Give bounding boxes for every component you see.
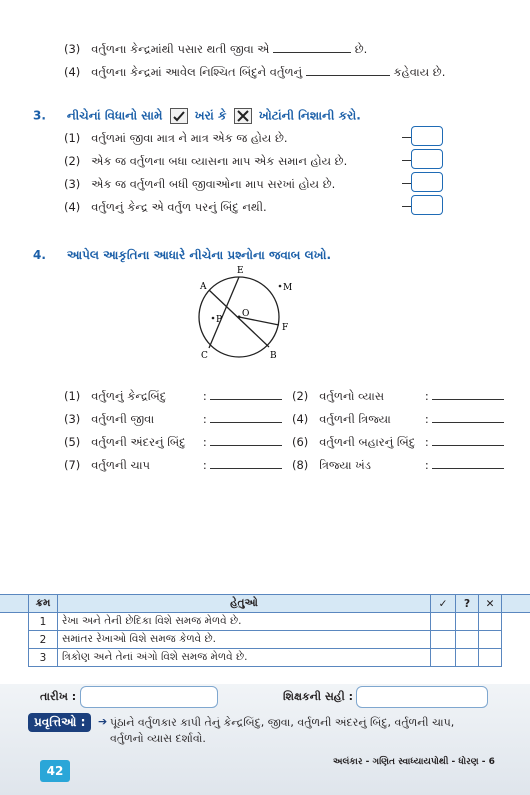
item-text-end: છે. xyxy=(354,42,368,56)
item-number: (4) xyxy=(292,412,309,426)
item-number: (1) xyxy=(64,389,81,403)
row-sr: 2 xyxy=(29,631,58,649)
answer-blank[interactable] xyxy=(432,435,504,446)
answer-blank[interactable] xyxy=(210,412,282,423)
item-text: વર્તુળનું કેન્દ્રબિંદુ xyxy=(91,389,167,403)
arrow-icon: ➔ xyxy=(98,715,108,728)
answer-blank[interactable] xyxy=(210,435,282,446)
q4-item-4 xyxy=(292,412,504,427)
item-text: વર્તુળની ત્રિજ્યા xyxy=(319,412,391,426)
label-M: M xyxy=(283,283,293,293)
q3-number: 3. xyxy=(33,108,46,123)
answer-box[interactable] xyxy=(411,149,443,169)
cross-icon xyxy=(234,108,252,124)
answer-box[interactable] xyxy=(411,195,443,215)
top-item-4 xyxy=(64,65,445,80)
tick-cell[interactable] xyxy=(431,631,456,649)
item-colon: : xyxy=(202,389,207,403)
header-sr: ક્રમ xyxy=(29,595,58,613)
item-number: (6) xyxy=(292,435,309,449)
activity-text-line-1: પૂંઠાને વર્તુળકાર કાપી તેનું કેન્દ્રબિંદુ, જીવા, વર્તુળની અંદરનું બિંદુ, વર્તુળની ચાપ, xyxy=(110,716,455,729)
point-M xyxy=(279,285,282,288)
answer-blank[interactable] xyxy=(210,458,282,469)
answer-blank[interactable] xyxy=(273,42,351,53)
answer-blank[interactable] xyxy=(210,389,282,400)
item-number: (5) xyxy=(64,435,81,449)
q4-item-2 xyxy=(292,389,504,404)
answer-dash xyxy=(402,160,411,161)
date-label: તારીખ : xyxy=(40,690,77,703)
item-text: ત્રિજ્યા ખંડ xyxy=(319,458,371,472)
item-text: વર્તુળના કેન્દ્રમાં આવેલ નિશ્ચિત બિંદુને વર્તુળનું xyxy=(91,65,303,79)
cross-cell[interactable] xyxy=(479,649,502,667)
item-text: વર્તુળનું કેન્દ્ર એ વર્તુળ પરનું બિંદુ નથી. xyxy=(91,200,267,214)
question-cell[interactable] xyxy=(456,631,479,649)
q4-item-6 xyxy=(292,435,504,450)
tick-cell[interactable] xyxy=(431,613,456,631)
item-colon: : xyxy=(424,435,429,449)
question-cell[interactable] xyxy=(456,613,479,631)
row-text: ત્રિકોણ અને તેનાં અંગો વિશે સમજ મેળવે છે. xyxy=(58,649,431,667)
q3-item-3 xyxy=(64,177,335,192)
item-text: વર્તુળની જીવા xyxy=(91,412,155,426)
header-question: ? xyxy=(456,595,479,613)
item-text: વર્તુળના કેન્દ્રમાંથી પસાર થતી જીવા એ xyxy=(91,42,270,56)
teacher-signature-field[interactable] xyxy=(356,686,488,708)
label-E: E xyxy=(237,266,244,276)
blank-cell xyxy=(0,613,29,631)
q4-item-8 xyxy=(292,458,504,473)
q3-item-2 xyxy=(64,154,347,169)
teacher-signature-label: શિક્ષકની સહી : xyxy=(283,690,353,703)
page-number: 42 xyxy=(40,760,70,782)
item-number: (2) xyxy=(64,154,81,168)
answer-dash xyxy=(402,183,411,184)
row-sr: 3 xyxy=(29,649,58,667)
header-goals: હેતુઓ xyxy=(58,595,431,613)
item-colon: : xyxy=(424,389,429,403)
item-colon: : xyxy=(202,458,207,472)
item-text: એક જ વર્તુળના બધા વ્યાસના માપ એક સમાન હોય છે. xyxy=(91,154,348,168)
cross-cell[interactable] xyxy=(479,631,502,649)
q3-title-c: ખોટાંની નિશાની કરો. xyxy=(258,108,361,123)
item-text: એક જ વર્તુળની બધી જીવાઓના માપ સરખાં હોય છે. xyxy=(91,177,336,191)
item-number: (4) xyxy=(64,200,81,214)
circle-figure xyxy=(185,262,305,362)
header-tick: ✓ xyxy=(431,595,456,613)
activity-text-line-2: વર્તુળનો વ્યાસ દર્શાવો. xyxy=(110,732,206,745)
q4-item-1 xyxy=(64,389,282,404)
question-cell[interactable] xyxy=(456,649,479,667)
q4-item-5 xyxy=(64,435,282,450)
chord-EC xyxy=(209,277,239,348)
point-P xyxy=(212,317,215,320)
q3-title-a: નીચેનાં વિધાનો સામે xyxy=(66,108,163,123)
answer-dash xyxy=(402,206,411,207)
item-number: (7) xyxy=(64,458,81,472)
item-text-end: કહેવાય છે. xyxy=(393,65,446,79)
blank-cell xyxy=(502,631,530,649)
answer-blank[interactable] xyxy=(432,458,504,469)
q3-heading xyxy=(33,108,361,124)
blank-cell xyxy=(502,613,530,631)
item-number: (1) xyxy=(64,131,81,145)
q4-item-3 xyxy=(64,412,282,427)
answer-box[interactable] xyxy=(411,126,443,146)
answer-dash xyxy=(402,137,411,138)
answer-blank[interactable] xyxy=(306,65,390,76)
q4-heading xyxy=(33,248,331,263)
point-O xyxy=(238,316,241,319)
row-sr: 1 xyxy=(29,613,58,631)
table-row xyxy=(0,631,530,649)
blank-cell xyxy=(502,649,530,667)
item-number: (3) xyxy=(64,412,81,426)
item-number: (8) xyxy=(292,458,309,472)
item-colon: : xyxy=(202,412,207,426)
answer-blank[interactable] xyxy=(432,389,504,400)
label-F: F xyxy=(282,323,289,333)
table-row xyxy=(0,649,530,667)
q3-item-1 xyxy=(64,131,288,146)
book-title: અલંકાર - ગણિત સ્વાધ્યાયપોથી - ધોરણ - 6 xyxy=(333,757,495,767)
answer-blank[interactable] xyxy=(432,412,504,423)
blank-cell xyxy=(0,631,29,649)
q4-number: 4. xyxy=(33,248,46,262)
cross-cell[interactable] xyxy=(479,613,502,631)
item-number: (4) xyxy=(64,65,81,79)
q4-title: આપેલ આકૃતિના આધારે નીચેના પ્રશ્નોના જવાબ લખો. xyxy=(66,248,332,262)
item-text: વર્તુળની અંદરનું બિંદુ xyxy=(91,435,186,449)
q4-item-7 xyxy=(64,458,282,473)
blank-cell xyxy=(0,649,29,667)
q3-item-4 xyxy=(64,200,267,215)
item-text: વર્તુળની બહારનું બિંદુ xyxy=(319,435,416,449)
item-colon: : xyxy=(424,412,429,426)
activity-tag: પ્રવૃત્તિઓ : xyxy=(28,713,91,732)
item-colon: : xyxy=(424,458,429,472)
table-header-row xyxy=(0,595,530,613)
item-number: (3) xyxy=(64,42,81,56)
label-A: A xyxy=(200,282,207,292)
table-row xyxy=(0,613,530,631)
top-item-3 xyxy=(64,42,367,57)
item-number: (2) xyxy=(292,389,309,403)
item-text: વર્તુળની ચાપ xyxy=(91,458,151,472)
label-P: P xyxy=(216,315,223,325)
blank-cell xyxy=(502,595,530,613)
date-field[interactable] xyxy=(80,686,218,708)
header-cross: ✕ xyxy=(479,595,502,613)
q3-title-b: ખરાં કે xyxy=(194,108,227,123)
label-B: B xyxy=(270,351,277,361)
row-text: રેખા અને તેની છેદિકા વિશે સમજ મેળવે છે. xyxy=(58,613,431,631)
item-colon: : xyxy=(202,435,207,449)
blank-cell xyxy=(0,595,29,613)
objectives-table xyxy=(0,594,530,667)
item-text: વર્તુળનો વ્યાસ xyxy=(319,389,385,403)
label-O: O xyxy=(242,309,250,319)
row-text: સમાંતર રેખાઓ વિશે સમજ કેળવે છે. xyxy=(58,631,431,649)
item-number: (3) xyxy=(64,177,81,191)
tick-cell[interactable] xyxy=(431,649,456,667)
tick-icon xyxy=(170,108,188,124)
answer-box[interactable] xyxy=(411,172,443,192)
label-C: C xyxy=(201,351,208,361)
item-text: વર્તુળમાં જીવા માત્ર ને માત્ર એક જ હોય છે. xyxy=(91,131,288,145)
